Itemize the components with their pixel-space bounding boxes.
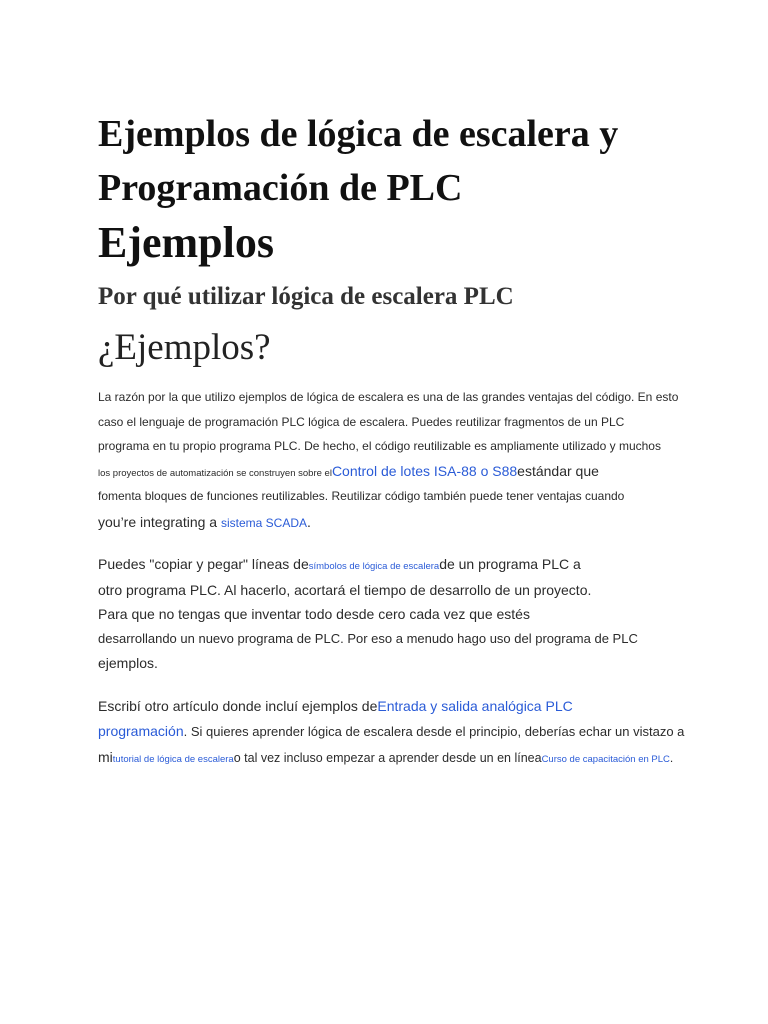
text-span: de un programa PLC a	[439, 556, 581, 572]
title-line-3: Ejemplos	[98, 218, 274, 267]
paragraph-2-line-1	[98, 556, 581, 574]
analog-io-link[interactable]: Entrada y salida analógica PLC	[377, 698, 573, 714]
text-span: mi	[98, 749, 113, 765]
paragraph-1-line-5: fomenta bloques de funciones reutilizables. Reutilizar código también puede tener ventajas cuando	[98, 489, 625, 503]
text-span: .	[307, 514, 311, 530]
subtitle-line-1: Por qué utilizar lógica de escalera PLC	[98, 283, 514, 310]
paragraph-1-line-6	[98, 514, 311, 530]
scada-link[interactable]: sistema SCADA	[220, 516, 307, 530]
paragraph-2-line-2: otro programa PLC. Al hacerlo, acortará el tiempo de desarrollo de un proyecto.	[98, 582, 592, 598]
paragraph-3-line-2	[98, 723, 684, 741]
text-span: .	[669, 751, 674, 765]
text-span: . Si quieres aprender lógica de escalera desde el principio, deberías echar un vistazo a	[183, 724, 685, 739]
ladder-tutorial-link[interactable]: tutorial de lógica de escalera	[112, 754, 234, 765]
text-span: Escribí otro artículo donde incluí ejemplos de	[98, 698, 378, 714]
text-span: los proyectos de automatización se construyen sobre el	[98, 468, 332, 479]
paragraph-1-line-1: La razón por la que utilizo ejemplos de lógica de escalera es una de las grandes ventajas del código. En esto	[98, 390, 679, 404]
subtitle-line-2: ¿Ejemplos?	[98, 327, 271, 368]
text-span: Puedes "copiar y pegar" líneas de	[98, 556, 309, 572]
title-line-2: Programación de PLC	[98, 167, 463, 209]
paragraph-2-line-3: Para que no tengas que inventar todo desde cero cada vez que estés	[98, 606, 530, 622]
paragraph-2-line-5: ejemplos.	[98, 655, 158, 671]
title-line-1: Ejemplos de lógica de escalera y	[98, 113, 619, 155]
isa88-link[interactable]: Control de lotes ISA-88 o S88	[331, 463, 518, 479]
plc-course-link[interactable]: Curso de capacitación en PLC	[541, 754, 670, 765]
text-span: o tal vez incluso empezar a aprender desde un en línea	[233, 751, 542, 765]
paragraph-1-line-3: programa en tu propio programa PLC. De hecho, el código reutilizable es ampliamente utilizado y muchos	[98, 439, 661, 453]
paragraph-3-line-1	[98, 698, 573, 714]
ladder-symbols-link[interactable]: símbolos de lógica de escalera	[308, 561, 440, 572]
paragraph-2-line-4: desarrollando un nuevo programa de PLC. Por eso a menudo hago uso del programa de PLC	[98, 631, 638, 646]
paragraph-1-line-4	[98, 463, 599, 481]
text-span: you’re integrating a	[98, 514, 221, 530]
text-span: estándar que	[517, 463, 599, 479]
analog-io-link-continued[interactable]: programación	[98, 723, 184, 739]
paragraph-1-line-2: caso el lenguaje de programación PLC lógica de escalera. Puedes reutilizar fragmentos de un PLC	[98, 415, 625, 429]
paragraph-3-line-3	[98, 749, 673, 767]
